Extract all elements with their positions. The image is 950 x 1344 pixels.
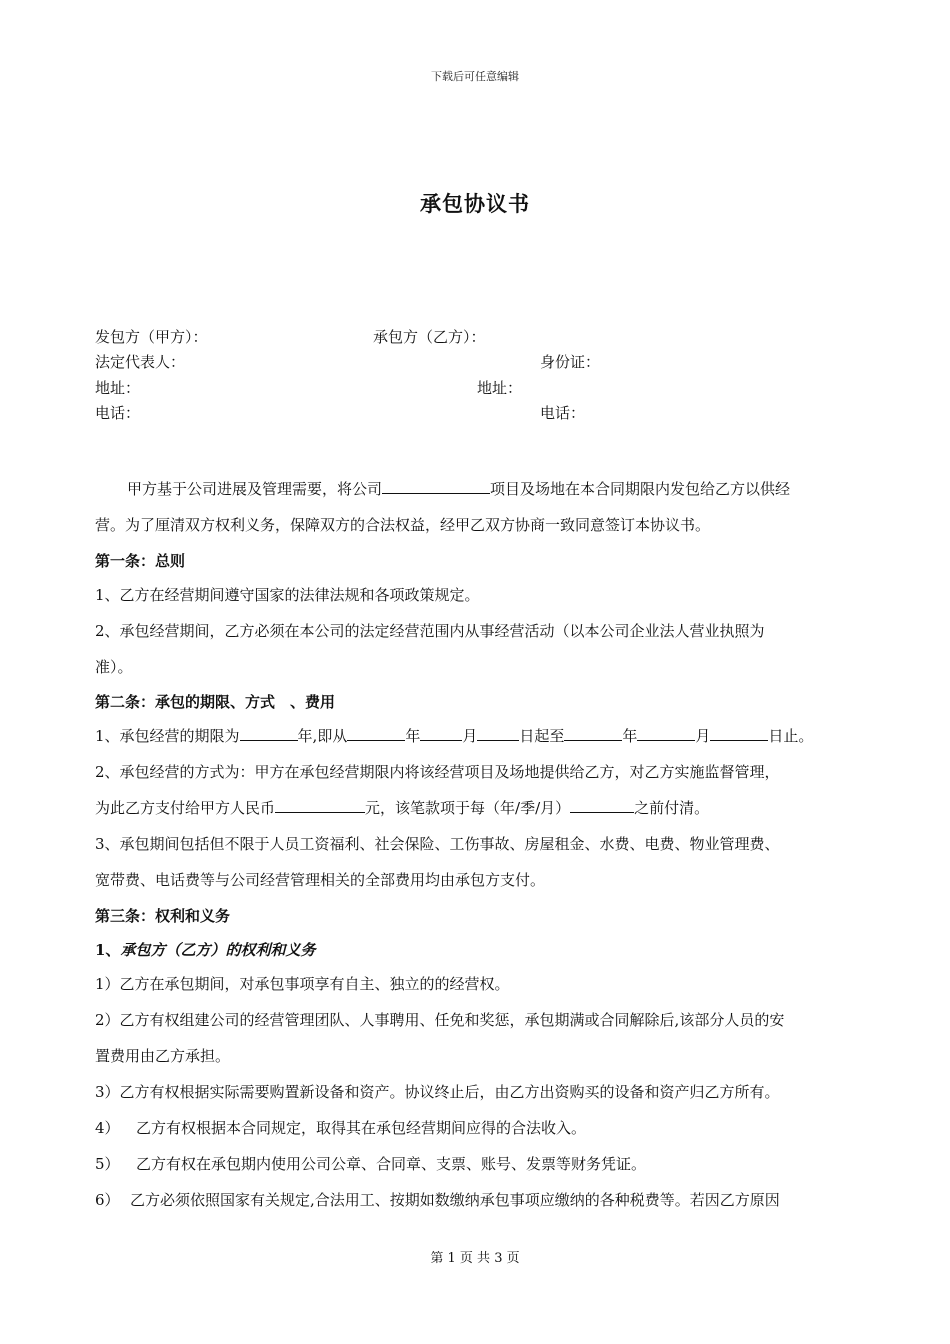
article-1-item-2-line-2: 准）。: [95, 658, 133, 676]
term-text-b: 年,即从: [297, 727, 348, 745]
term-text-a: 1、承包经营的期限为: [95, 727, 240, 745]
article-1-item-1: 1、乙方在经营期间遵守国家的法律法规和各项政策规定。: [95, 586, 480, 604]
intro-text-a: 甲方基于公司进展及管理需要，将公司: [127, 480, 383, 498]
method-text-b: 元，该笔款项于每（年/季/月）: [365, 799, 571, 817]
subheading-number: 1、: [95, 941, 121, 959]
article-2-costs-line-2: 宽带费、电话费等与公司经营管理相关的全部费用均由承包方支付。: [95, 871, 546, 889]
phone-b-label: 电话：: [540, 404, 586, 422]
right-5-number: 5）: [95, 1155, 120, 1173]
right-3: 3）乙方有权根据实际需要购置新设备和资产。协议终止后，由乙方出资购买的设备和资产归乙方所有。: [95, 1083, 780, 1101]
subheading-title: 承包方（乙方）的权利和义务: [120, 941, 316, 959]
article-2-heading: 第二条：承包的期限、方式 、费用: [95, 693, 336, 711]
right-6-number: 6）: [95, 1191, 120, 1209]
right-4-number: 4）: [95, 1119, 120, 1137]
end-year-blank: [564, 726, 622, 741]
project-blank: [382, 479, 490, 494]
term-years-blank: [240, 726, 298, 741]
right-4: 乙方有权根据本合同规定，取得其在承包经营期间应得的合法收入。: [136, 1119, 587, 1137]
term-text-c: 年: [405, 727, 421, 745]
page-header-note: 下载后可任意编辑: [431, 70, 519, 83]
article-3-subheading: [95, 939, 315, 960]
end-month-blank: [637, 726, 695, 741]
address-b-label: 地址：: [477, 379, 523, 397]
article-1-item-2-line-1: 2、承包经营期间，乙方必须在本公司的法定经营范围内从事经营活动（以本公司企业法人营业执照为: [95, 622, 765, 640]
term-text-g: 月: [695, 727, 711, 745]
party-a-label: 发包方（甲方）：: [95, 328, 208, 346]
end-day-blank: [710, 726, 768, 741]
article-2-costs-line-1: 3、承包期间包括但不限于人员工资福利、社会保险、工伤事故、房屋租金、水费、电费、物业管理费、: [95, 835, 780, 853]
start-year-blank: [347, 726, 405, 741]
term-text-f: 年: [622, 727, 638, 745]
intro-line-2: 营。为了厘清双方权利义务，保障双方的合法权益，经甲乙双方协商一致同意签订本协议书。: [95, 516, 711, 534]
right-6: 乙方必须依照国家有关规定,合法用工、按期如数缴纳承包事项应缴纳的各种税费等。若因乙方原因: [130, 1191, 780, 1209]
intro-text-b: 项目及场地在本合同期限内发包给乙方以供经: [490, 480, 791, 498]
phone-a-label: 电话：: [95, 404, 141, 422]
start-month-blank: [420, 726, 462, 741]
payment-date-blank: [570, 798, 634, 813]
article-2-method-line-2: [95, 797, 709, 818]
right-2-line-1: 2）乙方有权组建公司的经营管理团队、人事聘用、任免和奖惩，承包期满或合同解除后,该部分人员的安: [95, 1011, 785, 1029]
article-2-term-line: [95, 725, 813, 746]
party-b-label: 承包方（乙方）：: [373, 328, 486, 346]
right-2-line-2: 置费用由乙方承担。: [95, 1047, 231, 1065]
address-a-label: 地址：: [95, 379, 141, 397]
article-1-heading: 第一条：总则: [95, 552, 186, 570]
term-text-e: 日起至: [519, 727, 565, 745]
id-card-label: 身份证：: [540, 353, 601, 371]
amount-blank: [275, 798, 365, 813]
term-text-h: 日止。: [768, 727, 814, 745]
method-text-a: 为此乙方支付给甲方人民币: [95, 799, 276, 817]
method-text-c: 之前付清。: [634, 799, 710, 817]
article-2-method-line-1: 2、承包经营的方式为：甲方在承包经营期限内将该经营项目及场地提供给乙方，对乙方实施监督管理，: [95, 763, 780, 781]
intro-line-1: [127, 478, 790, 499]
right-1: 1）乙方在承包期间，对承包事项享有自主、独立的的经营权。: [95, 975, 510, 993]
right-5: 乙方有权在承包期内使用公司公章、合同章、支票、账号、发票等财务凭证。: [136, 1155, 647, 1173]
legal-rep-label: 法定代表人：: [95, 353, 186, 371]
document-title: 承包协议书: [420, 191, 530, 216]
article-3-heading: 第三条：权利和义务: [95, 907, 231, 925]
page-footer: 第 1 页 共 3 页: [430, 1251, 520, 1266]
start-day-blank: [477, 726, 519, 741]
term-text-d: 月: [462, 727, 478, 745]
